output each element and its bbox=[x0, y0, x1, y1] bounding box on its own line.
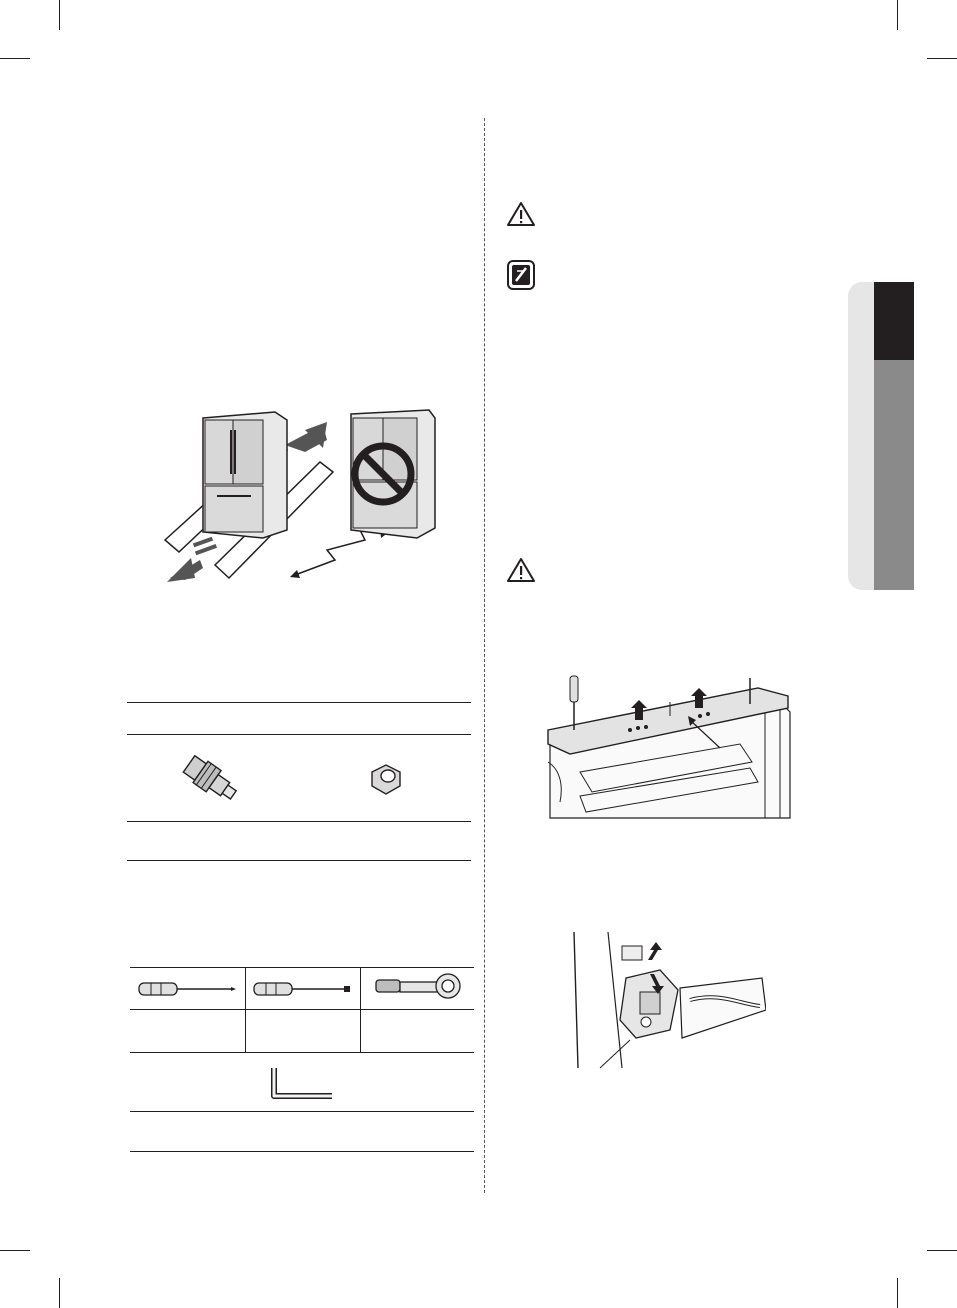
warning-icon bbox=[506, 557, 536, 583]
water-fitting-illustration bbox=[180, 752, 244, 808]
section-tab-background bbox=[848, 282, 874, 590]
hex-nut-illustration bbox=[366, 762, 406, 798]
section-tab-inactive bbox=[874, 360, 914, 590]
section-tab-active bbox=[874, 282, 914, 360]
crop-mark bbox=[897, 0, 898, 30]
crop-mark bbox=[927, 58, 957, 59]
crop-mark bbox=[59, 0, 60, 30]
table-rule bbox=[127, 860, 471, 861]
table-rule bbox=[130, 1052, 474, 1053]
table-rule bbox=[130, 967, 474, 968]
crop-mark bbox=[0, 1250, 30, 1251]
hex-key-illustration bbox=[270, 1066, 338, 1102]
warning-icon bbox=[506, 201, 536, 227]
table-rule bbox=[127, 734, 471, 735]
flat-screwdriver-illustration bbox=[252, 980, 352, 998]
crop-mark bbox=[59, 1278, 60, 1308]
column-divider bbox=[484, 118, 485, 1193]
table-rule bbox=[127, 702, 471, 703]
table-rule bbox=[130, 1111, 474, 1112]
top-cover-removal-illustration bbox=[540, 672, 800, 820]
table-rule bbox=[127, 821, 471, 822]
crop-mark bbox=[927, 1250, 957, 1251]
table-rule bbox=[360, 967, 361, 1052]
crop-mark bbox=[0, 58, 30, 59]
socket-wrench-illustration bbox=[374, 972, 466, 1002]
table-rule bbox=[245, 967, 246, 1052]
phillips-screwdriver-illustration bbox=[137, 980, 237, 998]
refrigerator-moving-illustration bbox=[155, 400, 445, 592]
crop-mark bbox=[897, 1278, 898, 1308]
hinge-removal-illustration bbox=[570, 930, 766, 1070]
note-icon bbox=[506, 259, 536, 291]
table-rule bbox=[130, 1151, 474, 1152]
table-rule bbox=[130, 1009, 474, 1010]
